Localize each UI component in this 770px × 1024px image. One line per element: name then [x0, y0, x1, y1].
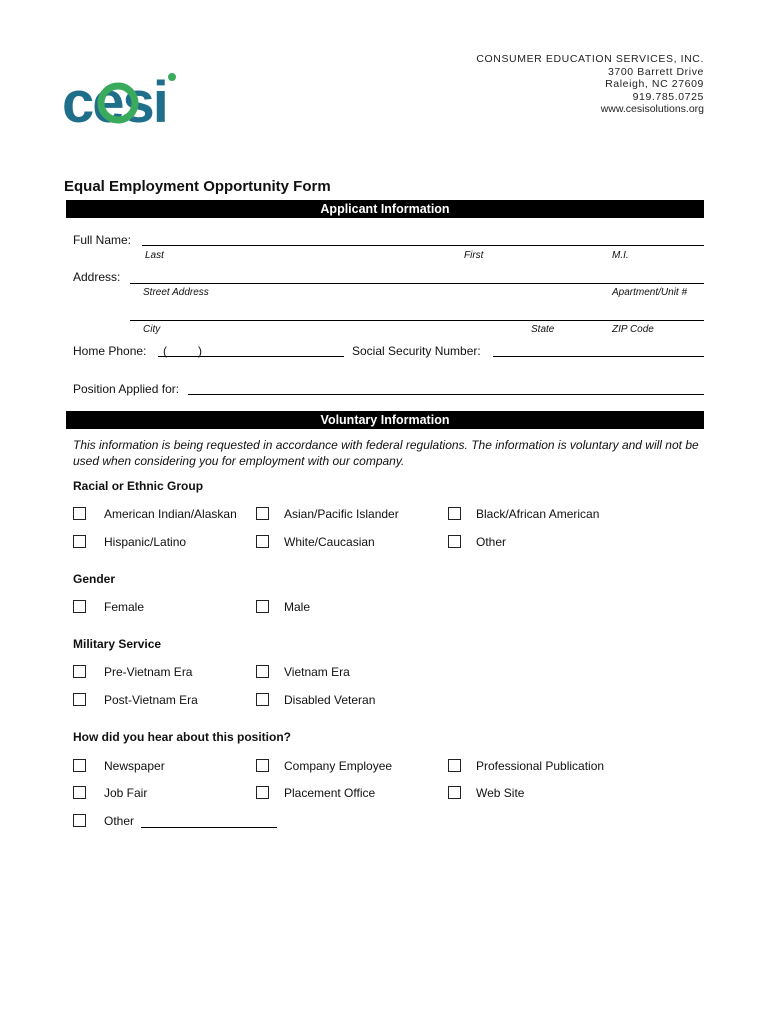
- home-phone-label: Home Phone:: [73, 344, 147, 358]
- street-address-caption: Street Address: [143, 287, 209, 298]
- company-info: [476, 53, 704, 116]
- hear-newspaper-checkbox[interactable]: [73, 759, 86, 772]
- race-american-indian-label: American Indian/Alaskan: [104, 507, 237, 521]
- military-disabled-veteran-checkbox[interactable]: [256, 693, 269, 706]
- military-pre-vietnam-label: Pre-Vietnam Era: [104, 665, 193, 679]
- military-vietnam-label: Vietnam Era: [284, 665, 350, 679]
- phone-close-paren: ): [198, 344, 202, 358]
- hear-section-title: How did you hear about this position?: [73, 730, 291, 744]
- state-caption: State: [531, 324, 555, 335]
- logo-text: cesi: [62, 70, 167, 128]
- form-title: Equal Employment Opportunity Form: [64, 178, 331, 195]
- race-other-checkbox[interactable]: [448, 535, 461, 548]
- mi-caption: M.I.: [612, 250, 629, 261]
- hear-newspaper-label: Newspaper: [104, 759, 165, 773]
- first-caption: First: [464, 250, 484, 261]
- hear-company-employee-checkbox[interactable]: [256, 759, 269, 772]
- street-address-field[interactable]: [130, 283, 704, 284]
- hear-job-fair-checkbox[interactable]: [73, 786, 86, 799]
- company-city: Raleigh, NC 27609: [605, 78, 704, 91]
- hear-other-field[interactable]: [141, 827, 277, 828]
- hear-other-label: Other: [104, 814, 135, 828]
- position-label: Position Applied for:: [73, 382, 180, 396]
- race-hispanic-checkbox[interactable]: [73, 535, 86, 548]
- city-caption: City: [143, 324, 161, 335]
- race-asian-label: Asian/Pacific Islander: [284, 507, 399, 521]
- hear-placement-office-checkbox[interactable]: [256, 786, 269, 799]
- hear-placement-office-label: Placement Office: [284, 786, 376, 800]
- race-other-label: Other: [476, 535, 507, 549]
- race-black-checkbox[interactable]: [448, 507, 461, 520]
- race-american-indian-checkbox[interactable]: [73, 507, 86, 520]
- city-state-zip-field[interactable]: [130, 320, 704, 321]
- zip-caption: ZIP Code: [612, 324, 654, 335]
- ssn-field[interactable]: [493, 356, 704, 357]
- military-vietnam-checkbox[interactable]: [256, 665, 269, 678]
- hear-other-checkbox[interactable]: [73, 814, 86, 827]
- ssn-label: Social Security Number:: [352, 344, 481, 358]
- phone-open-paren: (: [163, 344, 167, 358]
- gender-female-label: Female: [104, 600, 145, 614]
- last-caption: Last: [145, 250, 164, 261]
- gender-female-checkbox[interactable]: [73, 600, 86, 613]
- hear-professional-publication-checkbox[interactable]: [448, 759, 461, 772]
- company-website[interactable]: www.cesisolutions.org: [600, 103, 704, 116]
- military-disabled-veteran-label: Disabled Veteran: [284, 693, 376, 707]
- full-name-label: Full Name:: [73, 233, 132, 247]
- hear-professional-publication-label: Professional Publication: [476, 759, 605, 773]
- race-white-checkbox[interactable]: [256, 535, 269, 548]
- full-name-field[interactable]: [142, 245, 704, 246]
- hear-job-fair-label: Job Fair: [104, 786, 148, 800]
- race-white-label: White/Caucasian: [284, 535, 375, 549]
- position-field[interactable]: [188, 394, 704, 395]
- cesi-logo: [62, 70, 188, 128]
- military-section-title: Military Service: [73, 637, 162, 651]
- company-phone: 919.785.0725: [632, 90, 704, 103]
- race-hispanic-label: Hispanic/Latino: [104, 535, 187, 549]
- race-section-title: Racial or Ethnic Group: [73, 479, 204, 493]
- military-post-vietnam-checkbox[interactable]: [73, 693, 86, 706]
- home-phone-field[interactable]: [158, 356, 344, 357]
- apartment-caption: Apartment/Unit #: [612, 287, 688, 298]
- gender-male-checkbox[interactable]: [256, 600, 269, 613]
- race-asian-checkbox[interactable]: [256, 507, 269, 520]
- company-street: 3700 Barrett Drive: [607, 65, 704, 78]
- voluntary-notice: This information is being requested in accordance with federal regulations. The information is voluntary and will not be used when considering you for employment with our company.: [73, 438, 699, 468]
- military-post-vietnam-label: Post-Vietnam Era: [104, 693, 198, 707]
- gender-male-label: Male: [284, 600, 311, 614]
- military-pre-vietnam-checkbox[interactable]: [73, 665, 86, 678]
- voluntary-info-header: Voluntary Information: [66, 411, 704, 429]
- logo-i-dot: [168, 73, 176, 81]
- company-name: CONSUMER EDUCATION SERVICES, INC.: [476, 53, 704, 65]
- address-label: Address:: [73, 270, 121, 284]
- gender-section-title: Gender: [73, 572, 116, 586]
- hear-company-employee-label: Company Employee: [284, 759, 393, 773]
- applicant-info-header: Applicant Information: [66, 200, 704, 218]
- hear-web-site-checkbox[interactable]: [448, 786, 461, 799]
- hear-web-site-label: Web Site: [476, 786, 525, 800]
- race-black-label: Black/African American: [476, 507, 600, 521]
